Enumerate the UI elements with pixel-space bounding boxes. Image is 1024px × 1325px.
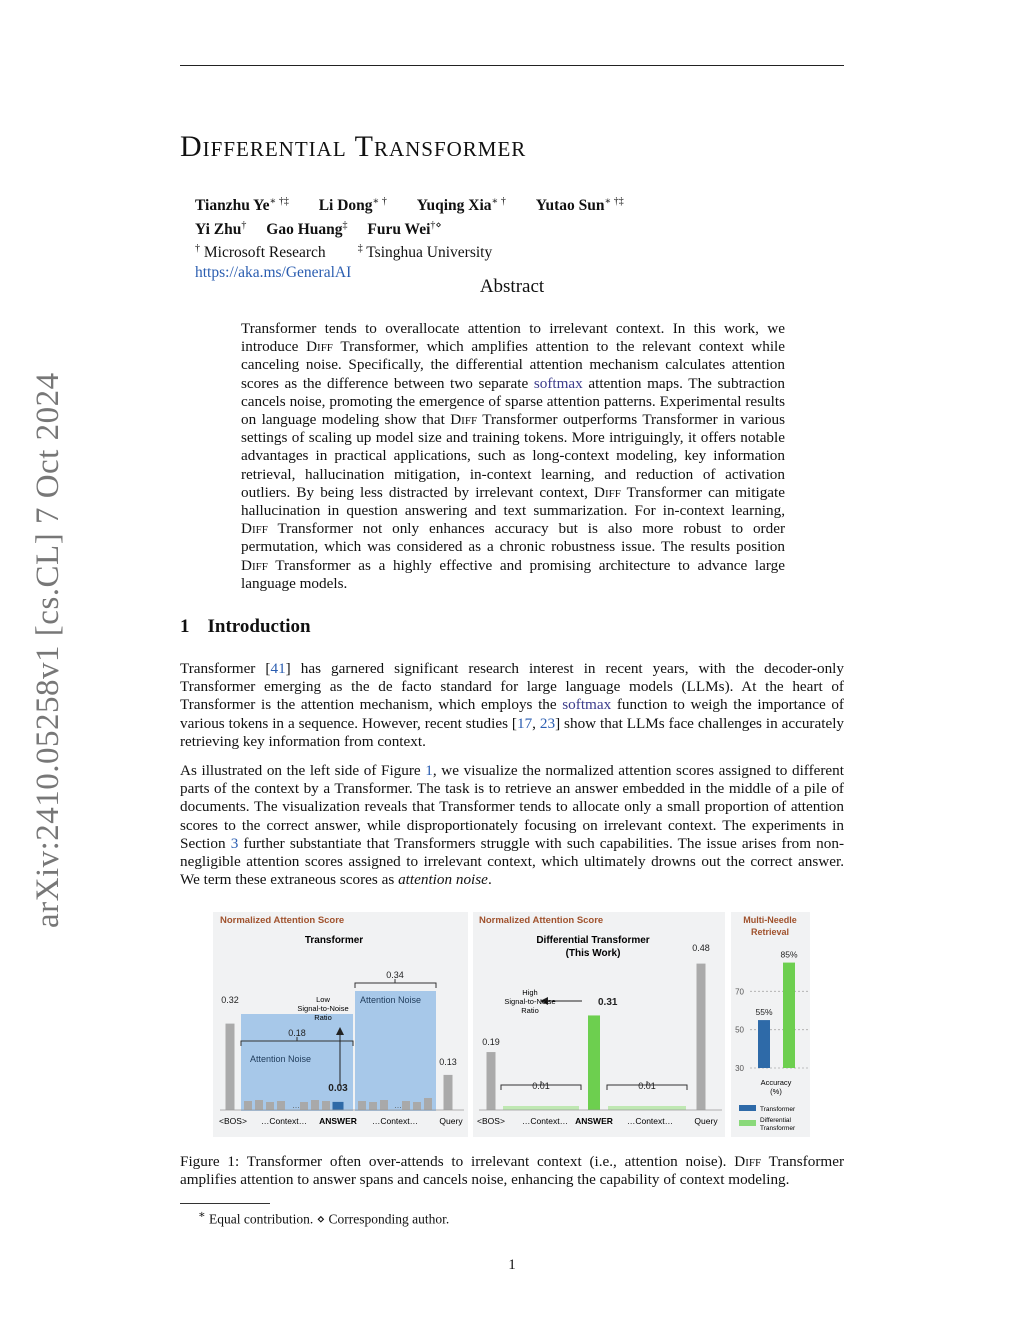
bar-query-panel1 xyxy=(444,1075,453,1110)
attention-noise-label-right: Attention Noise xyxy=(360,995,422,1005)
section-ref-link[interactable]: 3 xyxy=(230,834,239,852)
bar-accuracy-transformer xyxy=(758,1020,770,1068)
bar-bos-panel2 xyxy=(487,1052,496,1110)
high-snr-label-3: Ratio xyxy=(521,1006,539,1015)
value-label-panel2: 0.48 xyxy=(692,943,710,953)
figure-ref-link[interactable]: 1 xyxy=(425,762,433,779)
y-tick-label-panel3: 50 xyxy=(735,1025,744,1035)
value-label-panel3: 85% xyxy=(780,949,798,960)
legend-label-diff-2: Transformer xyxy=(760,1125,796,1132)
attention-noise-region-right xyxy=(355,991,436,1111)
author-block xyxy=(195,192,624,282)
affiliations: † Microsoft Research ‡ Tsinghua University xyxy=(195,243,493,262)
value-label-panel1: 0.32 xyxy=(221,995,239,1005)
author-row-2: Yi Zhu† Gao Huang‡ Furu Wei†⋄ xyxy=(195,219,442,238)
paper-title: Differential Transformer xyxy=(180,130,527,163)
project-link[interactable]: https://aka.ms/GeneralAI xyxy=(195,263,352,281)
x-tick-label-panel1: …Context… xyxy=(371,1116,419,1126)
figure-caption: Figure 1: Transformer often over-attends to irrelevant context (i.e., attention noise). Diff Transformer amplifies attention to answer spans and cancels noise, enhancing the capability of context modeling. xyxy=(180,1153,844,1189)
value-label-panel2: 0.01 xyxy=(532,1081,550,1091)
x-tick-label-panel2: <BOS> xyxy=(477,1116,505,1126)
panel-3-header-1: Multi-Needle xyxy=(743,915,797,925)
x-tick-label-panel1: <BOS> xyxy=(219,1116,247,1126)
panel-1-title: Transformer xyxy=(304,935,364,946)
x-tick-label-panel2: …Context… xyxy=(626,1116,674,1126)
panel-2-title-line-2: (This Work) xyxy=(565,948,621,959)
abstract-body: Transformer tends to overallocate attention to irrelevant context. In this work, we introduce Diff Transformer, which amplifies attention to the relevant context while canceling noise. Specifically, the differential attention mechanism calculates attention scores as the difference between two separate softmax attention maps. The subtraction cancels noise, promoting the emergence of sparse attention patterns. Experimental results on language modeling show that Diff Transformer outperforms Transformer in various settings of scaling up model size and training tokens. More intriguingly, it offers notable advantages in practical applications, such as long-context modeling, key information retrieval, hallucination mitigation, in-context learning, and reduction of activation outliers. By being less distracted by irrelevant context, Diff Transformer can mitigate hallucination in question answering and text summarization. For in-context learning, Diff Transformer not only enhances accuracy but is also more robust to order permutation, which was considered as a chronic robustness issue. The results position Diff Transformer as a highly effective and promising architecture to advance large language models. xyxy=(241,320,785,592)
x-tick-label-panel1: Query xyxy=(439,1116,463,1126)
x-tick-label-panel2: …Context… xyxy=(521,1116,569,1126)
top-rule xyxy=(180,65,844,66)
context-ellipsis: … xyxy=(292,1101,300,1110)
value-label-panel2: 0.19 xyxy=(482,1037,500,1047)
bar-bos-panel1 xyxy=(226,1024,235,1110)
accuracy-axis-label-1: Accuracy xyxy=(760,1078,792,1087)
context-ellipsis: … xyxy=(394,1101,402,1110)
value-label-panel3: 55% xyxy=(755,1007,773,1018)
bar-accuracy-diff-transformer xyxy=(783,963,795,1068)
figure-1 xyxy=(210,908,815,1140)
high-snr-label-2: Signal-to-Noise xyxy=(504,997,556,1006)
low-snr-label-1: Low xyxy=(316,995,330,1004)
x-tick-label-panel1: …Context… xyxy=(260,1116,308,1126)
low-snr-label-3: Ratio xyxy=(314,1013,332,1022)
value-label-panel1: 0.13 xyxy=(439,1057,457,1067)
footnote: ∗ Equal contribution. ⋄ Corresponding author. xyxy=(198,1209,450,1227)
intro-paragraph-2: As illustrated on the left side of Figure 1, we visualize the normalized attention scores assigned to different parts of the context by a Transformer. The task is to retrieve an answer embedded in the middle of a pile of documents. The visualization reveals that Transformer tends to allocate only a small proportion of attention scores to the correct answer, while disproportionately focusing on irrelevant context. The experiments in Section 3 further substantiate that Transformers struggle with such capabilities. The issue arises from non-negligible attention scores assigned to irrelevant context, which ultimately drowns out the correct answer. We term these extraneous scores as attention noise. xyxy=(180,762,844,889)
abstract-heading: Abstract xyxy=(479,276,545,297)
citation-link[interactable]: 23 xyxy=(539,714,556,732)
accuracy-axis-label-2: (%) xyxy=(770,1087,782,1096)
panel-3-header-2: Retrieval xyxy=(750,927,790,937)
bar-query-panel2 xyxy=(697,964,706,1110)
panel-1-header: Normalized Attention Score xyxy=(220,915,345,926)
bar-answer-panel2 xyxy=(588,1015,600,1110)
arxiv-side-stamp: arXiv:2410.05258v1 [cs.CL] 7 Oct 2024 xyxy=(30,372,66,928)
x-tick-label-panel1: ANSWER xyxy=(319,1116,357,1126)
citation-link[interactable]: 41 xyxy=(270,660,286,677)
footnote-rule xyxy=(180,1203,270,1204)
section-heading: 1 Introduction xyxy=(180,616,311,637)
value-label-panel2: 0.31 xyxy=(598,997,618,1008)
low-snr-label-2: Signal-to-Noise xyxy=(297,1004,349,1013)
panel-2-title-line-1: Differential Transformer xyxy=(536,935,650,946)
x-tick-label-panel2: Query xyxy=(694,1116,718,1126)
panel-3-background xyxy=(731,912,810,1137)
y-tick-label-panel3: 30 xyxy=(735,1064,744,1073)
page-number: 1 xyxy=(508,1257,516,1273)
legend-label-transformer: Transformer xyxy=(760,1106,796,1113)
legend-label-diff-1: Differential xyxy=(760,1117,791,1124)
y-tick-label-panel3: 70 xyxy=(735,987,744,997)
legend-swatch-transformer xyxy=(739,1105,756,1111)
value-label-panel1: 0.18 xyxy=(288,1028,306,1038)
citation-link[interactable]: 17 xyxy=(516,714,533,732)
bar-answer-panel1 xyxy=(333,1102,344,1110)
value-label-panel1: 0.03 xyxy=(328,1083,348,1094)
value-label-panel2: 0.01 xyxy=(638,1081,656,1091)
legend-swatch-diff xyxy=(739,1120,756,1126)
high-snr-label-1: High xyxy=(522,988,538,997)
author-row-1: Tianzhu Ye∗ †‡ Li Dong∗ † Yuqing Xia∗ † Yutao Sun∗ †‡ xyxy=(195,196,624,215)
value-label-panel1: 0.34 xyxy=(386,970,404,980)
attention-noise-label-left: Attention Noise xyxy=(250,1054,312,1064)
panel-2-header: Normalized Attention Score xyxy=(479,915,604,926)
x-tick-label-panel2: ANSWER xyxy=(575,1116,613,1126)
intro-paragraph-1: Transformer [41] has garnered significant research interest in recent years, with the decoder-only Transformer emerging as the de facto standard for large language models (LLMs). At the heart of Transformer is the attention mechanism, which employs the softmax function to weigh the importance of various tokens in a sequence. However, recent studies [17, 23] show that LLMs face challenges in accurately retrieving key information from context. xyxy=(180,660,845,750)
